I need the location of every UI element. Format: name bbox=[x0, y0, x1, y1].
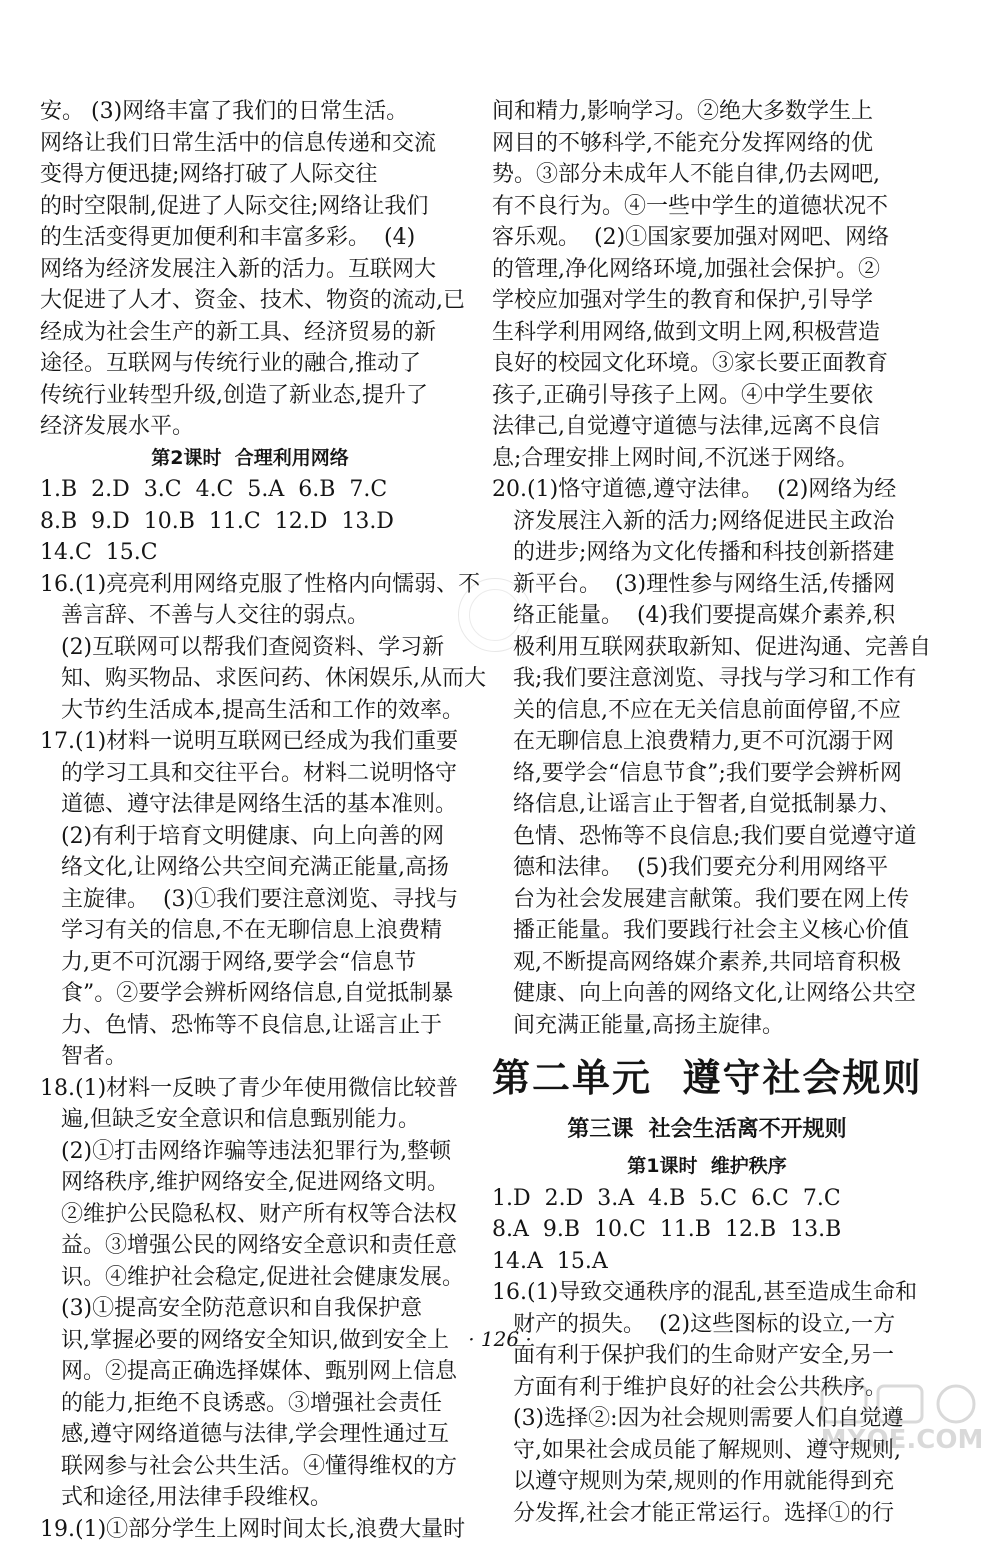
lesson-title: 第三课 社会生活离不开规则 bbox=[492, 1109, 922, 1151]
left-answer-line: 络文化,让网络公共空间充满正能量,高扬 bbox=[40, 852, 460, 884]
left-text-line: 变得方便迅捷;网络打破了人际交往 bbox=[40, 159, 460, 191]
left-answer-line: 知、购买物品、求医问药、休闲娱乐,从而大 bbox=[40, 663, 460, 695]
left-answer-line: 食”。②要学会辨析网络信息,自觉抵制暴 bbox=[40, 978, 460, 1010]
left-answer-line: (3)①提高安全防范意识和自我保护意 bbox=[40, 1293, 460, 1325]
watermark-text: MXQE.COM bbox=[821, 1425, 984, 1455]
right-text-line: 有不良行为。④一些中学生的道德状况不 bbox=[492, 191, 922, 223]
left-answer-line: 识,掌握必要的网络安全知识,做到安全上 bbox=[40, 1325, 460, 1357]
left-answer-line: 14.C 15.C bbox=[40, 537, 460, 569]
right-answer-block-2 bbox=[492, 1183, 922, 1530]
left-text-line: 大促进了人才、资金、技术、物资的流动,已 bbox=[40, 285, 460, 317]
right-text-line: 色情、恐怖等不良信息;我们要自觉遵守道 bbox=[492, 821, 922, 853]
right-answer-line: 14.A 15.A bbox=[492, 1246, 922, 1278]
right-text-line: 容乐观。 (2)①国家要加强对网吧、网络 bbox=[492, 222, 922, 254]
left-answer-block-2 bbox=[40, 474, 460, 1545]
right-answer-line: 方面有利于维护良好的社会公共秩序。 bbox=[492, 1372, 922, 1404]
left-text-line: 安。 (3)网络丰富了我们的日常生活。 bbox=[40, 96, 460, 128]
right-text-line: 学校应加强对学生的教育和保护,引导学 bbox=[492, 285, 922, 317]
left-answer-line: 网络秩序,维护网络安全,促进网络文明。 bbox=[40, 1167, 460, 1199]
left-answer-line: 16.(1)亮亮利用网络克服了性格内向懦弱、不 bbox=[40, 569, 460, 601]
left-answer-line: 感,遵守网络道德与法律,学会理性通过互 bbox=[40, 1419, 460, 1451]
right-text-line: 网目的不够科学,不能充分发挥网络的优 bbox=[492, 128, 922, 160]
left-answer-line: 遍,但缺乏安全意识和信息甄别能力。 bbox=[40, 1104, 460, 1136]
right-answer-line: (3)选择②:因为社会规则需要人们自觉遵 bbox=[492, 1403, 922, 1435]
left-answer-line: 8.B 9.D 10.B 11.C 12.D 13.D bbox=[40, 506, 460, 538]
right-text-line: 极利用互联网获取新知、促进沟通、完善自 bbox=[492, 632, 922, 664]
left-text-line: 网络让我们日常生活中的信息传递和交流 bbox=[40, 128, 460, 160]
right-column bbox=[492, 96, 922, 1529]
right-text-line: 间充满正能量,高扬主旋律。 bbox=[492, 1010, 922, 1042]
faint-stamp-icon bbox=[458, 578, 532, 652]
left-text-line: 传统行业转型升级,创造了新业态,提升了 bbox=[40, 380, 460, 412]
left-answer-line: (2)有利于培育文明健康、向上向善的网 bbox=[40, 821, 460, 853]
right-answer-line: 分发挥,社会才能正常运行。选择①的行 bbox=[492, 1498, 922, 1530]
right-text-line: 息;合理安排上网时间,不沉迷于网络。 bbox=[492, 443, 922, 475]
right-text-line: 台为社会发展建言献策。我们要在网上传 bbox=[492, 884, 922, 916]
right-text-line: 法律己,自觉遵守道德与法律,远离不良信 bbox=[492, 411, 922, 443]
right-text-line: 络,要学会“信息节食”;我们要学会辨析网 bbox=[492, 758, 922, 790]
right-text-line: 济发展注入新的活力;网络促进民主政治 bbox=[492, 506, 922, 538]
left-text-line: 途径。互联网与传统行业的融合,推动了 bbox=[40, 348, 460, 380]
left-answer-line: 力、色情、恐怖等不良信息,让谣言止于 bbox=[40, 1010, 460, 1042]
right-text-line: 势。③部分未成年人不能自律,仍去网吧, bbox=[492, 159, 922, 191]
left-answer-line: ②维护公民隐私权、财产所有权等合法权 bbox=[40, 1199, 460, 1231]
right-text-line: 观,不断提高网络媒介素养,共同培育积极 bbox=[492, 947, 922, 979]
left-answer-line: 识。④维护社会稳定,促进社会健康发展。 bbox=[40, 1262, 460, 1294]
left-text-line: 的生活变得更加便利和丰富多彩。 (4) bbox=[40, 222, 460, 254]
left-answer-block-1 bbox=[40, 96, 460, 443]
unit-title: 第二单元 遵守社会规则 bbox=[492, 1049, 922, 1107]
left-answer-line: 道德、遵守法律是网络生活的基本准则。 bbox=[40, 789, 460, 821]
right-text-line: 良好的校园文化环境。③家长要正面教育 bbox=[492, 348, 922, 380]
right-answer-line: 财产的损失。 (2)这些图标的设立,一方 bbox=[492, 1309, 922, 1341]
right-text-line: 生科学利用网络,做到文明上网,积极营造 bbox=[492, 317, 922, 349]
right-answer-line: 面有利于保护我们的生命财产安全,另一 bbox=[492, 1340, 922, 1372]
right-text-line: 间和精力,影响学习。②绝大多数学生上 bbox=[492, 96, 922, 128]
left-answer-line: 智者。 bbox=[40, 1041, 460, 1073]
left-answer-line: (2)①打击网络诈骗等违法犯罪行为,整顿 bbox=[40, 1136, 460, 1168]
section-heading-lesson-2: 第2课时 合理利用网络 bbox=[40, 443, 460, 475]
right-answer-line: 1.D 2.D 3.A 4.B 5.C 6.C 7.C bbox=[492, 1183, 922, 1215]
right-text-line: 播正能量。我们要践行社会主义核心价值 bbox=[492, 915, 922, 947]
right-text-line: 络信息,让谣言止于智者,自觉抵制暴力、 bbox=[492, 789, 922, 821]
right-text-line: 络正能量。 (4)我们要提高媒介素养,积 bbox=[492, 600, 922, 632]
right-answer-line: 以遵守规则为荣,规则的作用就能得到充 bbox=[492, 1466, 922, 1498]
left-answer-line: 益。③增强公民的网络安全意识和责任意 bbox=[40, 1230, 460, 1262]
right-text-line: 新平台。 (3)理性参与网络生活,传播网 bbox=[492, 569, 922, 601]
left-text-line: 网络为经济发展注入新的活力。互联网大 bbox=[40, 254, 460, 286]
left-answer-line: 的能力,拒绝不良诱惑。③增强社会责任 bbox=[40, 1388, 460, 1420]
left-answer-line: 17.(1)材料一说明互联网已经成为我们重要 bbox=[40, 726, 460, 758]
left-answer-line: 网。②提高正确选择媒体、甄别网上信息 bbox=[40, 1356, 460, 1388]
right-text-line: 的管理,净化网络环境,加强社会保护。② bbox=[492, 254, 922, 286]
left-answer-line: 主旋律。 (3)①我们要注意浏览、寻找与 bbox=[40, 884, 460, 916]
left-answer-line: (2)互联网可以帮我们查阅资料、学习新 bbox=[40, 632, 460, 664]
right-answer-line: 8.A 9.B 10.C 11.B 12.B 13.B bbox=[492, 1214, 922, 1246]
left-answer-line: 式和途径,用法律手段维权。 bbox=[40, 1482, 460, 1514]
left-answer-line: 大节约生活成本,提高生活和工作的效率。 bbox=[40, 695, 460, 727]
watermark-logo bbox=[812, 1382, 992, 1462]
left-answer-line: 学习有关的信息,不在无聊信息上浪费精 bbox=[40, 915, 460, 947]
right-text-line: 健康、向上向善的网络文化,让网络公共空 bbox=[492, 978, 922, 1010]
left-text-line: 经成为社会生产的新工具、经济贸易的新 bbox=[40, 317, 460, 349]
right-answer-block-1 bbox=[492, 96, 922, 1041]
left-answer-line: 的学习工具和交往平台。材料二说明恪守 bbox=[40, 758, 460, 790]
right-text-line: 20.(1)恪守道德,遵守法律。 (2)网络为经 bbox=[492, 474, 922, 506]
right-text-line: 关的信息,不应在无关信息前面停留,不应 bbox=[492, 695, 922, 727]
right-text-line: 德和法律。 (5)我们要充分利用网络平 bbox=[492, 852, 922, 884]
right-text-line: 我;我们要注意浏览、寻找与学习和工作有 bbox=[492, 663, 922, 695]
page-number: · 126 · bbox=[0, 1327, 1000, 1351]
right-text-line: 在无聊信息上浪费精力,更不可沉溺于网 bbox=[492, 726, 922, 758]
left-text-line: 经济发展水平。 bbox=[40, 411, 460, 443]
right-answer-line: 16.(1)导致交通秩序的混乱,甚至造成生命和 bbox=[492, 1277, 922, 1309]
left-answer-line: 力,更不可沉溺于网络,要学会“信息节 bbox=[40, 947, 460, 979]
right-text-line: 孩子,正确引导孩子上网。④中学生要依 bbox=[492, 380, 922, 412]
left-answer-line: 18.(1)材料一反映了青少年使用微信比较普 bbox=[40, 1073, 460, 1105]
left-answer-line: 1.B 2.D 3.C 4.C 5.A 6.B 7.C bbox=[40, 474, 460, 506]
left-answer-line: 联网参与社会公共生活。④懂得维权的方 bbox=[40, 1451, 460, 1483]
left-answer-line: 善言辞、不善与人交往的弱点。 bbox=[40, 600, 460, 632]
left-answer-line: 19.(1)①部分学生上网时间太长,浪费大量时 bbox=[40, 1514, 460, 1545]
right-text-line: 的进步;网络为文化传播和科技创新搭建 bbox=[492, 537, 922, 569]
left-text-line: 的时空限制,促进了人际交往;网络让我们 bbox=[40, 191, 460, 223]
section-heading-lesson-1: 第1课时 维护秩序 bbox=[492, 1151, 922, 1183]
right-answer-line: 守,如果社会成员能了解规则、遵守规则, bbox=[492, 1435, 922, 1467]
